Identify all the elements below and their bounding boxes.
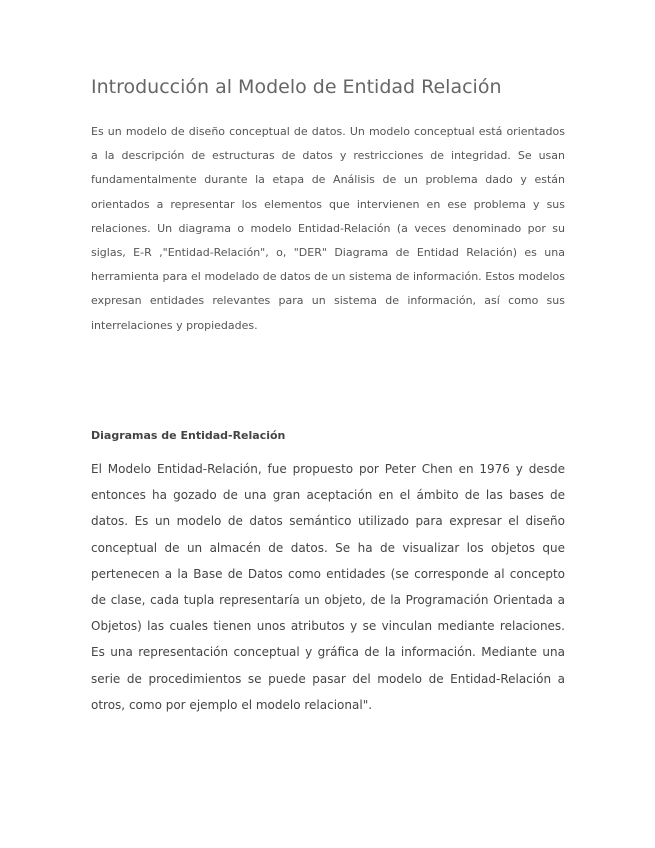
intro-paragraph: Es un modelo de diseño conceptual de datos. Un modelo conceptual está orientados a la descripción de estructuras de datos y restricciones de integridad. Se usan fundamentalmente durante la etapa de Análisis de un problema dado y están orientados a representar los elementos que intervienen en ese problema y sus relaciones. Un diagrama o modelo Entidad-Relación (a veces denominado por su siglas, E-R ,"Entidad-Relación", o, "DER" Diagrama de Entidad Relación) es una herramienta para el modelado de datos de un sistema de información. Estos modelos expresan entidades relevantes para un sistema de información, así como sus interrelaciones y propiedades. — [91, 125, 565, 332]
section-paragraph: El Modelo Entidad-Relación, fue propuesto por Peter Chen en 1976 y desde entonces ha gozado de una gran aceptación en el ámbito de las bases de datos. Es un modelo de datos semántico utilizado para expresar el diseño conceptual de un almacén de datos. Se ha de visualizar los objetos que pertenecen a la Base de Datos como entidades (se corresponde al concepto de clase, cada tupla representaría un objeto, de la Programación Orientada a Objetos) las cuales tienen unos atributos y se vinculan mediante relaciones. Es una representación conceptual y gráfica de la información. Mediante una serie de procedimientos se puede pasar del modelo de Entidad-Relación a otros, como por ejemplo el modelo relacional". — [91, 462, 565, 712]
page-title: Introducción al Modelo de Entidad Relación — [91, 76, 502, 98]
section-heading: Diagramas de Entidad-Relación — [91, 429, 286, 442]
